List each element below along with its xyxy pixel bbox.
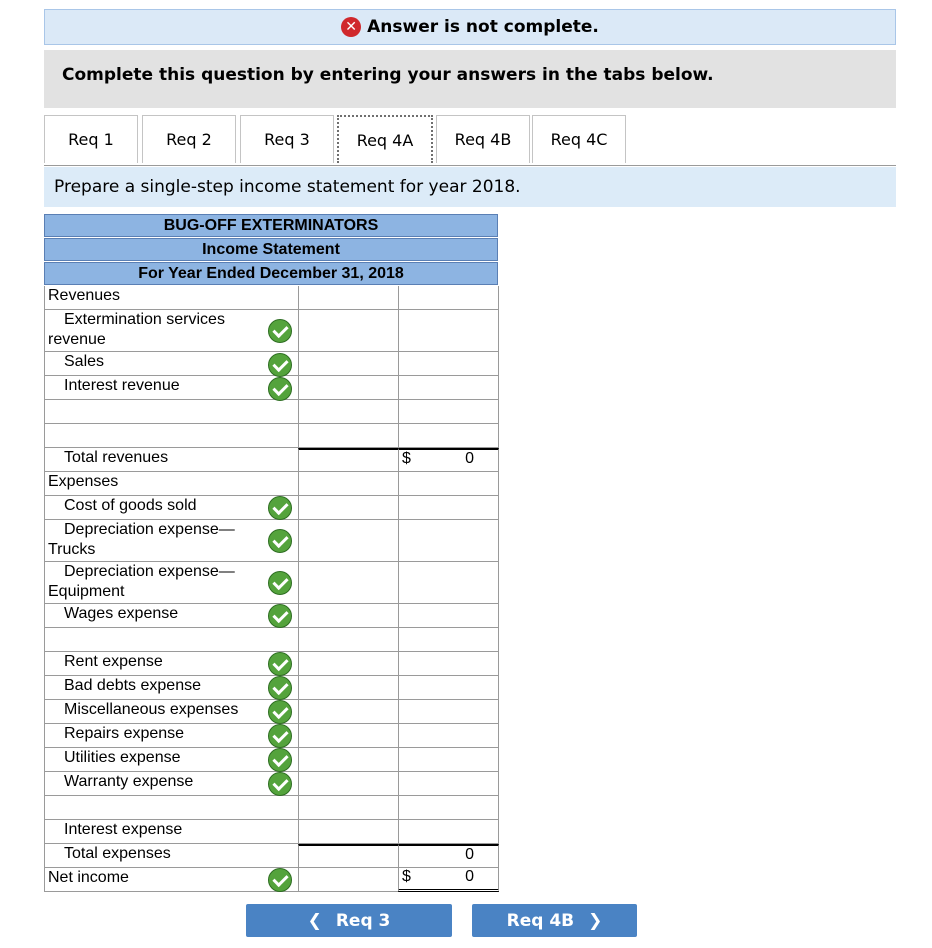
row-interest-expense (44, 820, 500, 844)
prompt-text: Prepare a single-step income statement for year 2018. (54, 177, 521, 197)
total-input[interactable] (398, 796, 499, 820)
check-icon (268, 724, 292, 748)
check-icon (268, 496, 292, 520)
amount-input[interactable] (298, 844, 399, 868)
row-net-income (44, 868, 500, 892)
amount-input[interactable] (298, 628, 399, 652)
row-wages (44, 604, 500, 628)
check-icon (268, 571, 292, 595)
tab-req-1[interactable]: Req 1 (44, 115, 138, 163)
amount-input[interactable] (298, 448, 399, 472)
label-extermination-revenue[interactable]: Extermination services revenue (44, 310, 299, 352)
check-icon (268, 772, 292, 796)
amount-input[interactable] (298, 676, 399, 700)
amount-input[interactable] (298, 652, 399, 676)
label-utilities[interactable]: Utilities expense (44, 748, 299, 772)
label-repairs[interactable]: Repairs expense (44, 724, 299, 748)
row-empty (44, 400, 500, 424)
check-icon (268, 652, 292, 676)
row-repairs (44, 724, 500, 748)
row-revenues (44, 286, 500, 310)
label-total-revenues: Total revenues (44, 448, 299, 472)
label-expenses[interactable]: Expenses (44, 472, 299, 496)
label-wages[interactable]: Wages expense (44, 604, 299, 628)
total-input[interactable] (398, 604, 499, 628)
amount-input[interactable] (298, 310, 399, 352)
total-input[interactable] (398, 628, 499, 652)
row-expenses (44, 472, 500, 496)
total-input[interactable] (398, 724, 499, 748)
check-icon (268, 868, 292, 892)
row-total-revenues (44, 448, 500, 472)
amount-input[interactable] (298, 472, 399, 496)
total-input[interactable] (398, 562, 499, 604)
company-name: BUG-OFF EXTERMINATORS (44, 214, 498, 237)
row-total-expenses (44, 844, 500, 868)
total-revenues-value: $ 0 (398, 448, 499, 472)
total-input[interactable] (398, 652, 499, 676)
amount-input[interactable] (298, 376, 399, 400)
total-input[interactable] (398, 286, 499, 310)
next-req-button[interactable] (472, 904, 637, 937)
amount-input[interactable] (298, 748, 399, 772)
label-input[interactable] (44, 400, 299, 424)
check-icon (268, 676, 292, 700)
row-misc (44, 700, 500, 724)
check-icon (268, 604, 292, 628)
total-input[interactable] (398, 496, 499, 520)
total-expenses-value: 0 (398, 844, 499, 868)
amount-input[interactable] (298, 796, 399, 820)
row-interest-revenue (44, 376, 500, 400)
amount-input[interactable] (298, 520, 399, 562)
amount-input[interactable] (298, 496, 399, 520)
label-cogs[interactable]: Cost of goods sold (44, 496, 299, 520)
instructions-panel (44, 50, 896, 108)
amount-input[interactable] (298, 700, 399, 724)
chevron-left-icon: ❮ (307, 910, 322, 931)
tab-req-4b[interactable]: Req 4B (436, 115, 530, 163)
prev-req-button[interactable] (246, 904, 452, 937)
tab-req-4a[interactable]: Req 4A (337, 115, 433, 163)
total-input[interactable] (398, 700, 499, 724)
amount-input[interactable] (298, 400, 399, 424)
label-rent[interactable]: Rent expense (44, 652, 299, 676)
instructions-text: Complete this question by entering your answers in the tabs below. (62, 65, 714, 85)
label-total-expenses: Total expenses (44, 844, 299, 868)
label-interest-revenue[interactable]: Interest revenue (44, 376, 299, 400)
label-bad-debts[interactable]: Bad debts expense (44, 676, 299, 700)
row-dep-trucks (44, 520, 500, 562)
amount-input[interactable] (298, 286, 399, 310)
label-warranty[interactable]: Warranty expense (44, 772, 299, 796)
label-input[interactable] (44, 628, 299, 652)
row-warranty (44, 772, 500, 796)
tab-req-3[interactable]: Req 3 (240, 115, 334, 163)
row-empty (44, 424, 500, 448)
label-net-income[interactable]: Net income (44, 868, 299, 892)
net-income-value: $ 0 (398, 868, 499, 892)
row-extermination-revenue (44, 310, 500, 352)
check-icon (268, 700, 292, 724)
banner-text: Answer is not complete. (367, 17, 599, 37)
x-circle-icon: ✕ (341, 17, 361, 37)
row-empty (44, 796, 500, 820)
amount-input[interactable] (298, 868, 399, 892)
total-input[interactable] (398, 424, 499, 448)
check-icon (268, 319, 292, 343)
label-dep-trucks[interactable]: Depreciation expense— Trucks (44, 520, 299, 562)
label-misc[interactable]: Miscellaneous expenses (44, 700, 299, 724)
row-bad-debts (44, 676, 500, 700)
prev-req-label: Req 3 (335, 910, 391, 931)
total-input[interactable] (398, 352, 499, 376)
next-req-label: Req 4B (506, 910, 575, 931)
total-input[interactable] (398, 748, 499, 772)
label-interest-expense[interactable]: Interest expense (44, 820, 299, 844)
label-sales[interactable]: Sales (44, 352, 299, 376)
amount-input[interactable] (298, 352, 399, 376)
check-icon (268, 377, 292, 401)
total-input[interactable] (398, 520, 499, 562)
label-revenues[interactable]: Revenues (44, 286, 299, 310)
row-sales (44, 352, 500, 376)
row-utilities (44, 748, 500, 772)
amount-input[interactable] (298, 820, 399, 844)
statement-title: Income Statement (44, 238, 498, 261)
amount-input[interactable] (298, 424, 399, 448)
amount-input[interactable] (298, 562, 399, 604)
answer-status-banner (44, 9, 896, 45)
check-icon (268, 353, 292, 377)
amount-input[interactable] (298, 724, 399, 748)
label-dep-equipment[interactable]: Depreciation expense— Equipment (44, 562, 299, 604)
tab-bar (44, 115, 896, 166)
total-input[interactable] (398, 676, 499, 700)
statement-period: For Year Ended December 31, 2018 (44, 262, 498, 285)
chevron-right-icon: ❯ (588, 910, 603, 931)
total-input[interactable] (398, 772, 499, 796)
label-input[interactable] (44, 796, 299, 820)
tab-req-2[interactable]: Req 2 (142, 115, 236, 163)
amount-input[interactable] (298, 604, 399, 628)
check-icon (268, 748, 292, 772)
row-empty (44, 628, 500, 652)
row-dep-equipment (44, 562, 500, 604)
amount-input[interactable] (298, 772, 399, 796)
tab-req-4c[interactable]: Req 4C (532, 115, 626, 163)
total-input[interactable] (398, 376, 499, 400)
question-prompt (44, 167, 896, 207)
row-rent (44, 652, 500, 676)
label-input[interactable] (44, 424, 299, 448)
total-input[interactable] (398, 820, 499, 844)
total-input[interactable] (398, 310, 499, 352)
total-input[interactable] (398, 400, 499, 424)
check-icon (268, 529, 292, 553)
row-cogs (44, 496, 500, 520)
total-input[interactable] (398, 472, 499, 496)
